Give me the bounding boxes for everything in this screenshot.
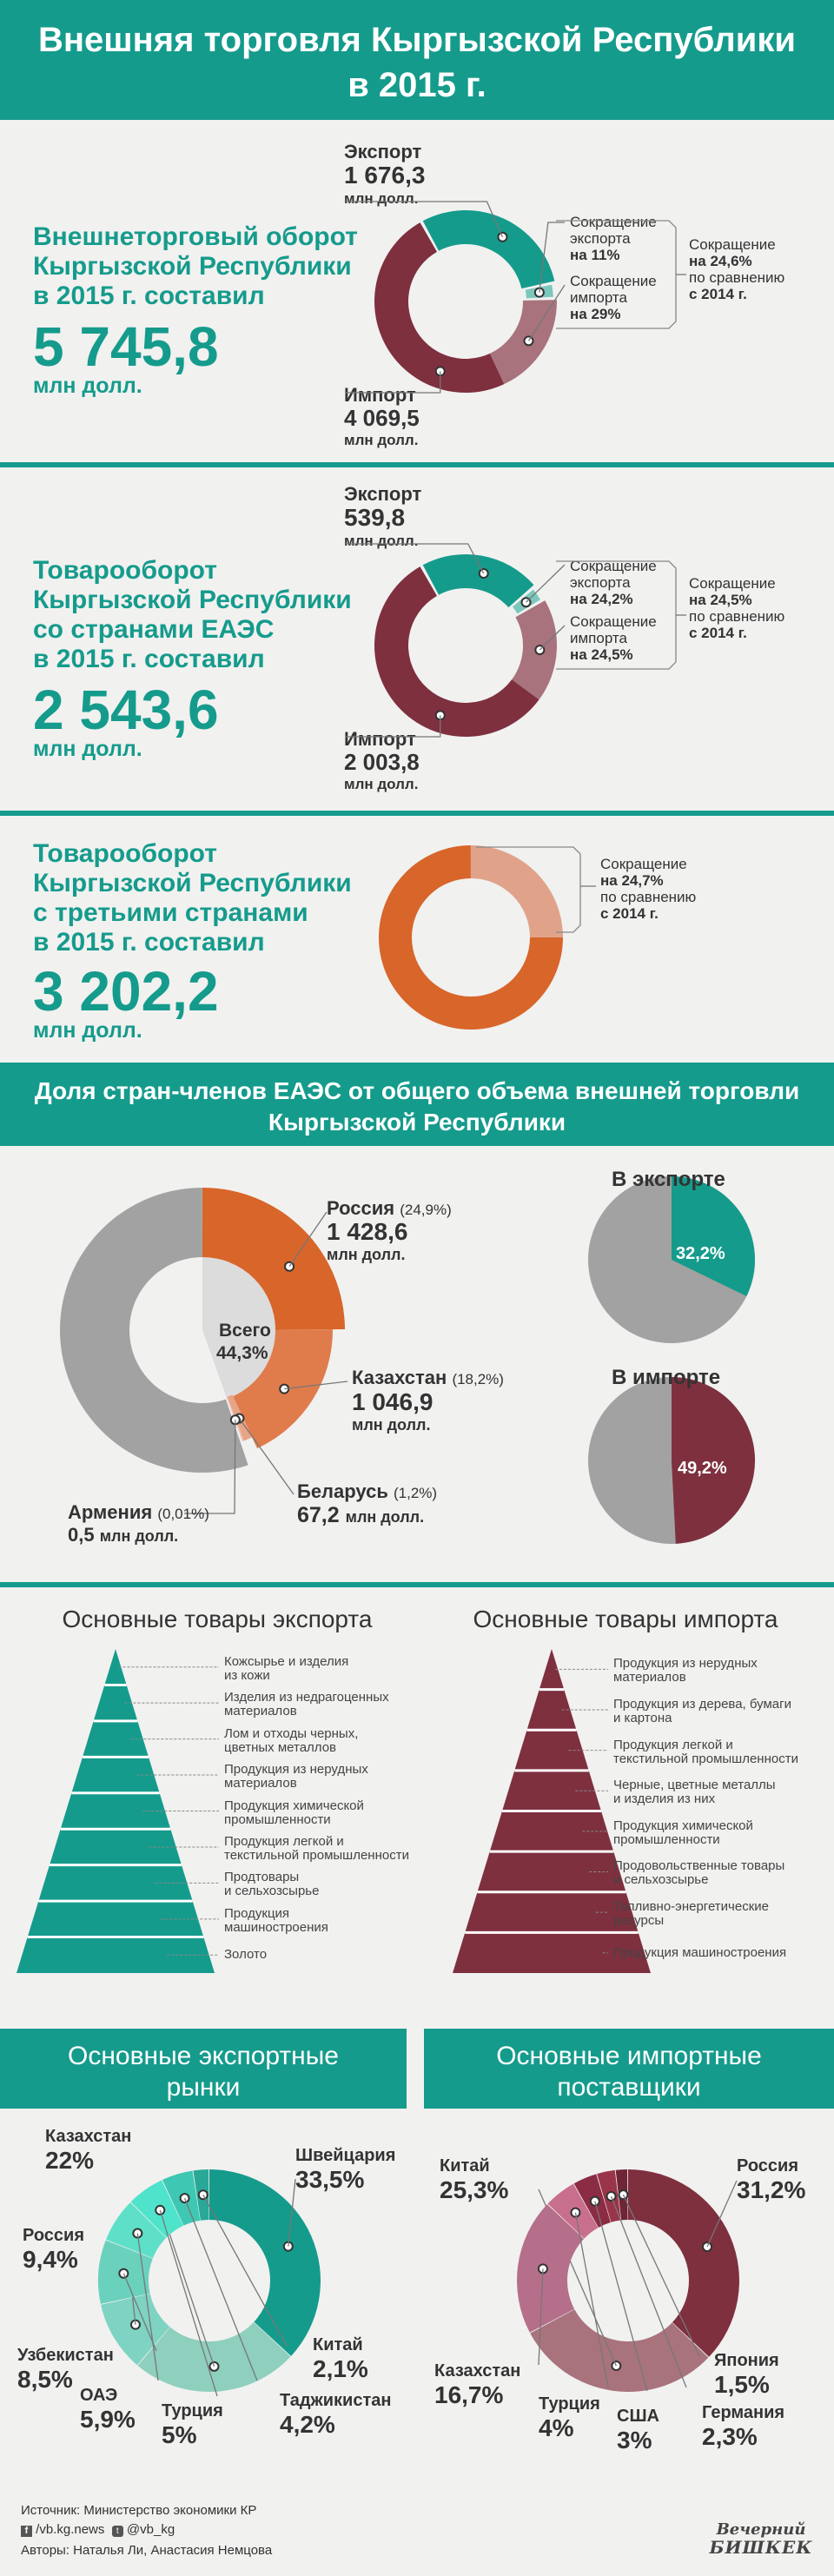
twitter-link[interactable]: @vb_kg xyxy=(126,2522,175,2537)
export-market-2-name: Россия xyxy=(23,2226,85,2245)
export-goods-item-text: материалов xyxy=(224,1776,297,1791)
s2-intro: Товарооборот Кыргызской Республики со странами ЕАЭС в 2015 г. составил xyxy=(33,556,352,673)
export-goods-item-text: Кожсырье и изделия xyxy=(224,1653,349,1669)
export-market-1-name: Казахстан xyxy=(45,2127,132,2146)
kazakhstan-unit: млн долл. xyxy=(352,1416,431,1434)
armenia-value: 0,5 млн долл. xyxy=(68,1524,179,1546)
import-goods-item-text: Продукция из нерудных xyxy=(613,1656,758,1672)
export-market-7-label xyxy=(313,2335,368,2383)
export-goods-item-text: Золото xyxy=(224,1947,268,1963)
export-goods-item-text: текстильной промышленности xyxy=(224,1847,409,1863)
belarus-value: 67,2 млн долл. xyxy=(297,1503,425,1527)
s1-import-label: Импорт xyxy=(344,384,416,406)
import-market-segment xyxy=(628,2169,739,2357)
export-goods-item-text: Продукция легкой и xyxy=(224,1833,344,1849)
kazakhstan-name: Казахстан (18,2%) xyxy=(352,1367,504,1388)
s1-total-cut: Сокращение на 24,6% по сравнению с 2014 г. xyxy=(689,236,785,302)
import-market-0-name: Россия xyxy=(737,2156,799,2175)
import-market-4-label xyxy=(617,2407,659,2454)
export-market-3-value: 8,5% xyxy=(17,2366,73,2393)
in-export-title: В экспорте xyxy=(612,1168,725,1191)
s2-total: 2 543,6 xyxy=(33,679,219,741)
export-goods-item-text: Продукция химической xyxy=(224,1798,364,1813)
export-market-4-label xyxy=(80,2386,136,2434)
s2-export-cut: Сокращение экспорта на 24,2% xyxy=(570,558,657,607)
s2-import-cut: Сокращение импорта на 24,5% xyxy=(570,613,657,663)
kazakhstan-value: 1 046,9 xyxy=(352,1388,434,1415)
export-market-4-name: ОАЭ xyxy=(80,2386,118,2405)
s1-import-cut: Сокращение импорта на 29% xyxy=(570,273,657,322)
twitter-icon[interactable]: t xyxy=(112,2526,123,2537)
export-goods-item-text: материалов xyxy=(224,1704,297,1719)
footer-source: Источник: Министерство экономики КР xyxy=(21,2503,257,2518)
import-market-4-name: США xyxy=(617,2407,659,2426)
import-share-label: 49,2% xyxy=(678,1459,727,1478)
import-market-2-value: 16,7% xyxy=(434,2381,504,2408)
export-market-7-value: 2,1% xyxy=(313,2355,368,2382)
import-market-2-label xyxy=(434,2361,520,2409)
s2-export-label: Экспорт xyxy=(344,483,422,505)
import-goods-item-text: Продовольственные товары xyxy=(613,1858,785,1874)
s2-export-unit: млн долл. xyxy=(344,533,419,549)
eaes-center-value: 44,3% xyxy=(216,1343,268,1363)
import-goods-item-text: материалов xyxy=(613,1670,686,1685)
export-market-0-name: Швейцария xyxy=(295,2146,396,2165)
import-goods-item-text: текстильной промышленности xyxy=(613,1751,798,1766)
import-market-4-value: 3% xyxy=(617,2427,652,2453)
export-market-1-label xyxy=(45,2127,131,2175)
s3-intro: Товарооборот Кыргызской Республики с третьими странами в 2015 г. составил xyxy=(33,839,352,957)
export-market-4-value: 5,9% xyxy=(80,2406,136,2433)
s2-import-value: 2 003,8 xyxy=(344,749,420,775)
eaes-center-label: Всего xyxy=(219,1321,271,1341)
s1-export-value: 1 676,3 xyxy=(344,162,426,189)
export-market-6-name: Таджикистан xyxy=(280,2391,392,2410)
import-market-3-label xyxy=(539,2394,600,2442)
import-goods-item-text: Продукция машиностроения xyxy=(613,1944,787,1960)
export-market-7-name: Китай xyxy=(313,2335,363,2354)
import-market-5-name: Германия xyxy=(702,2403,785,2422)
import-goods-item-text: промышленности xyxy=(613,1831,720,1847)
export-market-6-value: 4,2% xyxy=(280,2411,335,2438)
export-market-6-label xyxy=(280,2391,391,2439)
facebook-link[interactable]: /vb.kg.news xyxy=(36,2522,105,2537)
s2-total-cut: Сокращение на 24,5% по сравнению с 2014 г. xyxy=(689,575,785,641)
in-import-title: В импорте xyxy=(612,1366,721,1389)
footer-social xyxy=(21,2521,175,2538)
import-market-3-value: 4% xyxy=(539,2414,574,2441)
s2-unit: млн долл. xyxy=(33,737,142,761)
import-goods-item-text: Черные, цветные металлы xyxy=(613,1778,776,1793)
export-goods-item-text: цветных металлов xyxy=(224,1739,337,1755)
footer-authors: Авторы: Наталья Ли, Анастасия Немцова xyxy=(21,2543,273,2558)
s1-import-value: 4 069,5 xyxy=(344,405,420,431)
brand-logo: Вечерний БИШКЕК xyxy=(709,2520,813,2558)
export-goods-item-text: промышленности xyxy=(224,1811,331,1827)
s1-total: 5 745,8 xyxy=(33,315,219,378)
export-market-segment xyxy=(209,2169,321,2356)
eaes-band: Доля стран-членов ЕАЭС от общего объема внешней торговли Кыргызской Республики xyxy=(0,1063,834,1146)
export-goods-item-text: и сельхозсырье xyxy=(224,1884,320,1899)
s2-import-label: Импорт xyxy=(344,728,416,750)
import-market-5-label xyxy=(702,2403,784,2451)
s1-export-unit: млн долл. xyxy=(344,190,419,207)
export-market-1-value: 22% xyxy=(45,2147,95,2174)
import-market-0-value: 31,2% xyxy=(737,2176,806,2203)
export-goods-item-text: Изделия из недрагоценных xyxy=(224,1690,389,1705)
s1-import-unit: млн долл. xyxy=(344,432,419,448)
import-market-1-label xyxy=(440,2156,508,2204)
import-market-1-value: 25,3% xyxy=(440,2176,509,2203)
header-year: в 2015 г. xyxy=(348,66,486,104)
import-market-6-value: 1,5% xyxy=(714,2371,770,2398)
s1-export-label: Экспорт xyxy=(344,141,422,162)
export-market-2-label xyxy=(23,2226,84,2274)
export-goods-item-text: Продтовары xyxy=(224,1870,300,1885)
russia-value: 1 428,6 xyxy=(327,1218,408,1245)
s1-intro: Внешнеторговый оборот Кыргызской Республики в 2015 г. составил xyxy=(33,222,358,310)
export-goods-item-text: Продукция xyxy=(224,1905,290,1921)
s1-unit: млн долл. xyxy=(33,374,142,398)
import-goods-item-text: Продукция химической xyxy=(613,1818,753,1833)
export-market-5-value: 5% xyxy=(162,2421,197,2448)
import-goods-title: Основные товары импорта xyxy=(473,1606,778,1632)
export-goods-item-text: машиностроения xyxy=(224,1919,328,1935)
import-market-2-name: Казахстан xyxy=(434,2361,521,2381)
armenia-name: Армения (0,01%) xyxy=(68,1501,209,1523)
export-goods-item-text: Продукция из нерудных xyxy=(224,1762,368,1778)
import-market-6-label xyxy=(714,2351,779,2399)
export-market-0-label xyxy=(295,2146,395,2194)
import-goods-item-text: Продукция из дерева, бумаги xyxy=(613,1696,791,1712)
facebook-icon[interactable]: f xyxy=(21,2526,32,2537)
export-goods-item-text: из кожи xyxy=(224,1667,270,1683)
export-market-0-value: 33,5% xyxy=(295,2166,365,2193)
export-market-5-name: Турция xyxy=(162,2401,223,2420)
import-market-5-value: 2,3% xyxy=(702,2423,758,2450)
import-goods-item-text: и изделия из них xyxy=(613,1791,716,1807)
s2-import-unit: млн долл. xyxy=(344,776,419,792)
belarus-name: Беларусь (1,2%) xyxy=(297,1480,438,1502)
import-market-0-label xyxy=(737,2156,805,2204)
s1-export-cut: Сокращение экспорта на 11% xyxy=(570,214,657,263)
s3-total: 3 202,2 xyxy=(33,960,219,1023)
s2-export-value: 539,8 xyxy=(344,504,406,531)
export-market-2-value: 9,4% xyxy=(23,2246,78,2273)
s3-total-cut: Сокращение на 24,7% по сравнению с 2014 г. xyxy=(600,856,697,922)
header-title: Внешняя торговля Кыргызской Республики xyxy=(38,21,796,59)
export-goods-title: Основные товары экспорта xyxy=(62,1606,373,1632)
import-market-3-name: Турция xyxy=(539,2394,600,2414)
import-goods-item-text: ресурсы xyxy=(613,1913,665,1929)
export-share-label: 32,2% xyxy=(676,1244,725,1263)
import-markets-band: Основные импортные поставщики xyxy=(424,2029,834,2109)
russia-name: Россия (24,9%) xyxy=(327,1197,452,1219)
export-markets-band: Основные экспортные рынки xyxy=(0,2029,407,2109)
import-goods-item-text: и сельхозсырье xyxy=(613,1872,709,1888)
import-goods-item-text: Топливно-энергетические xyxy=(613,1899,769,1915)
import-goods-item-text: Продукция легкой и xyxy=(613,1737,733,1752)
export-market-5-label xyxy=(162,2401,223,2449)
import-market-6-name: Япония xyxy=(714,2351,779,2370)
export-market-3-name: Узбекистан xyxy=(17,2346,114,2365)
import-market-1-name: Китай xyxy=(440,2156,490,2175)
s3-unit: млн долл. xyxy=(33,1018,142,1043)
import-goods-item-text: и картона xyxy=(613,1710,672,1725)
russia-unit: млн долл. xyxy=(327,1246,406,1263)
export-goods-item-text: Лом и отходы черных, xyxy=(224,1725,359,1741)
